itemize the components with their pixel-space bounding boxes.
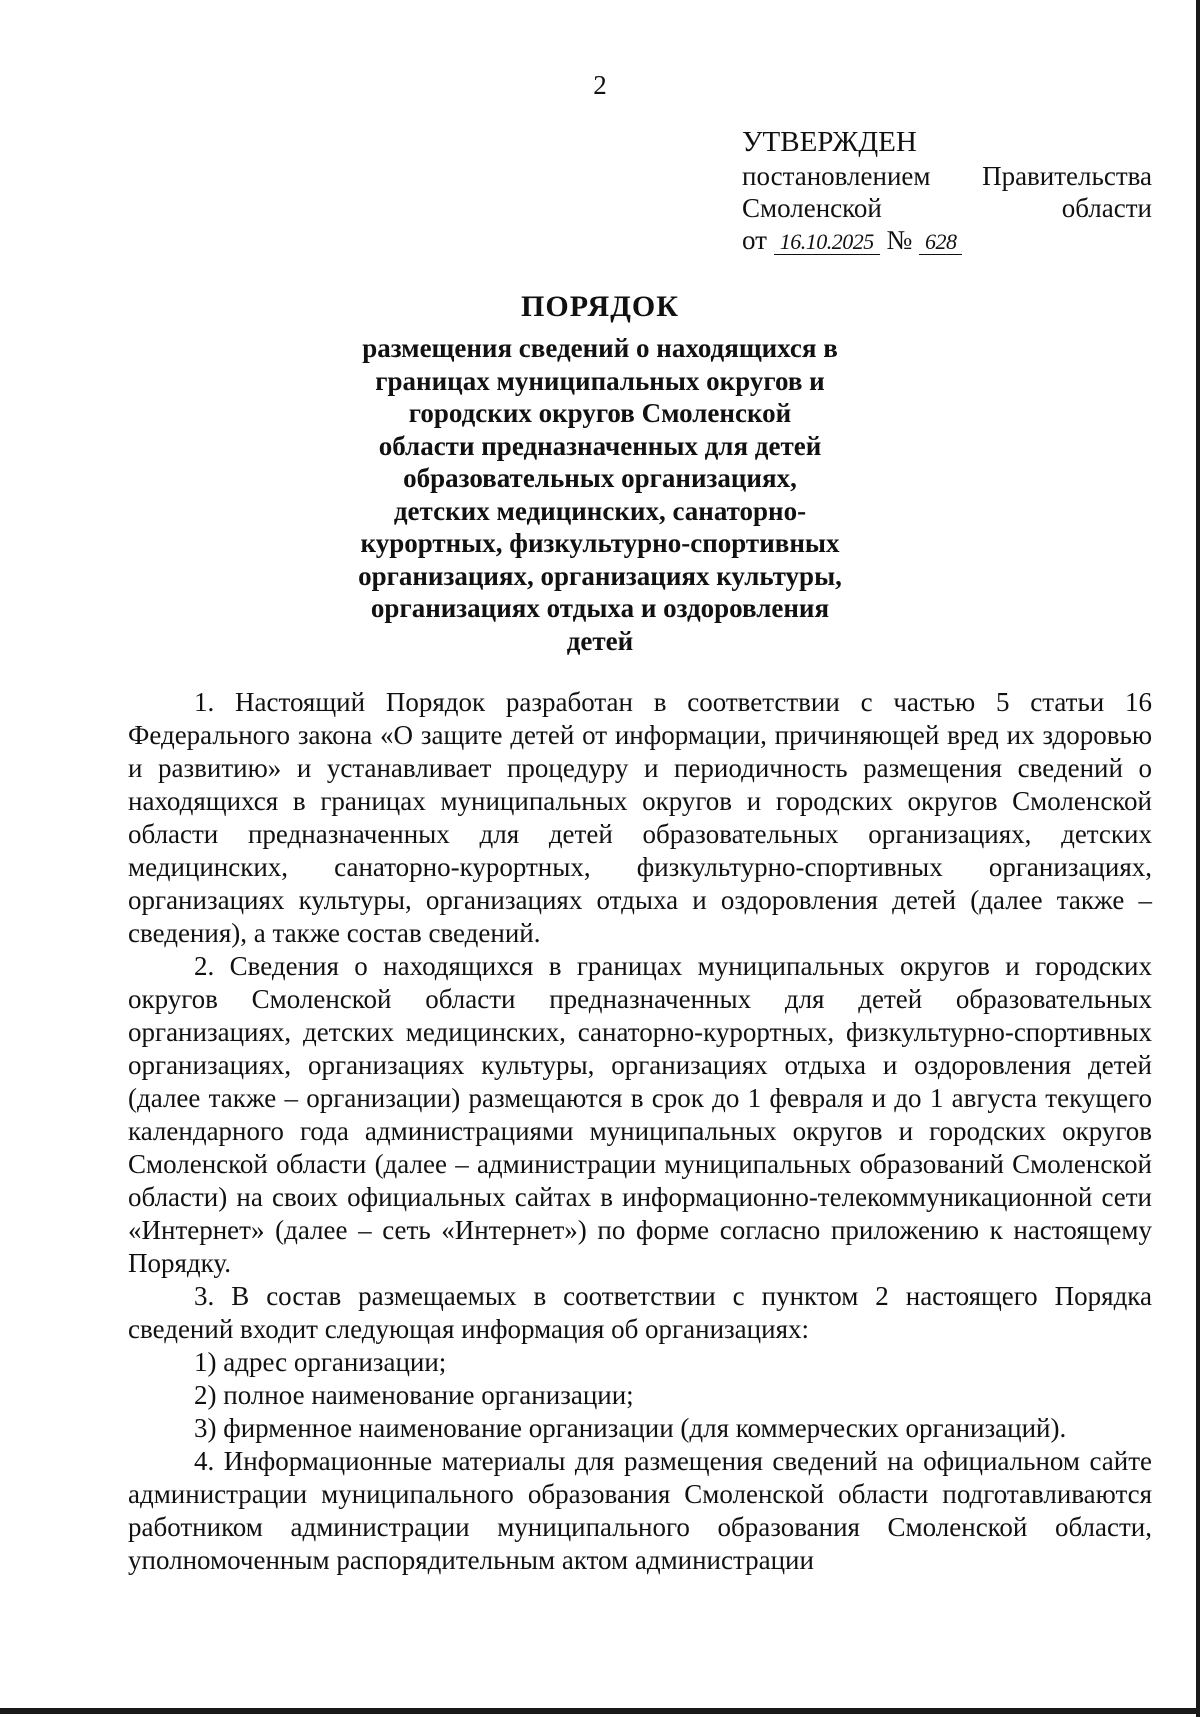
approval-date-line [742,224,1152,258]
handwritten-date: 16.10.2025 [774,229,880,255]
document-subtitle [0,332,1200,657]
page-edge-right [1196,0,1200,1717]
number-label: № [886,225,913,255]
approval-line-1-right: Правительства [982,161,1152,191]
approval-line-2-right: области [1061,193,1152,223]
document-body [128,686,1152,1577]
subtitle-line: области предназначенных для детей [378,430,822,461]
approval-line-1 [742,160,1152,192]
subtitle-line: организациях, организациях культуры, [358,560,842,591]
approval-stamp [742,126,1152,258]
subtitle-line: границах муниципальных округов и [375,365,825,396]
subtitle-line: образовательных организациях, [403,463,797,493]
paragraph-2: 2. Сведения о находящихся в границах муниципальных округов и городских округов Смоленской области предназначенных для детей образовательных организациях, детских медицинских, санаторно-курортных, физкультурно-спортивных организациях, организациях культуры, организациях отдыха и оздоровления детей (далее также – организации) размещаются в срок до 1 февраля и до 1 августа текущего календарного года администрациями муниципальных округов и городских округов Смоленской области (далее – администрации муниципальных образований Смоленской области) на своих официальных сайтах в информационно-телекоммуникационной сети «Интернет» (далее – сеть «Интернет») по форме согласно приложению к настоящему Порядку. [128,951,1152,1278]
handwritten-number: 628 [919,229,963,255]
page-number: 2 [593,70,607,100]
subtitle-line: детей [566,625,634,656]
approval-line-2-left: Смоленской [742,193,882,223]
list-item: 1) адрес организации; [194,1347,447,1377]
subtitle-line: городских округов Смоленской [408,398,792,428]
subtitle-line: размещения сведений о находящихся в [362,333,838,363]
approval-title: УТВЕРЖДЕН [742,126,917,158]
document-title-block [0,290,1200,657]
page-edge-bottom [0,1708,1200,1714]
document-title: ПОРЯДОК [521,290,679,323]
paragraph-1: 1. Настоящий Порядок разработан в соответствии с частью 5 статьи 16 Федерального закона «О защите детей от информации, причиняющей вред их здоровью и развитию» и устанавливает процедуру и периодичность размещения сведений о находящихся в границах муниципальных округов и городских округов Смоленской области предназначенных для детей образовательных организациях, детских медицинских, санаторно-курортных, физкультурно-спортивных организациях, организациях культуры, организациях отдыха и оздоровления детей (далее также – сведения), а также состав сведений. [128,687,1152,948]
approval-line-1-left: постановлением [742,161,931,191]
approval-line-2 [742,192,1152,224]
paragraph-4: 4. Информационные материалы для размещения сведений на официальном сайте администрации муниципального образования Смоленской области подготавливаются работником администрации муниципального образования Смоленской области, уполномоченным распорядительным актом администрации [128,1446,1152,1575]
paragraph-3: 3. В состав размещаемых в соответствии с пунктом 2 настоящего Порядка сведений входит следующая информация об организациях: [128,1281,1152,1344]
subtitle-line: детских медицинских, санаторно- [393,495,807,526]
date-prefix: от [742,225,767,255]
list-item: 3) фирменное наименование организации (для коммерческих организаций). [194,1413,1067,1443]
subtitle-line: организациях отдыха и оздоровления [370,593,830,623]
subtitle-line: курортных, физкультурно-спортивных [360,528,840,558]
list-item: 2) полное наименование организации; [194,1380,634,1410]
